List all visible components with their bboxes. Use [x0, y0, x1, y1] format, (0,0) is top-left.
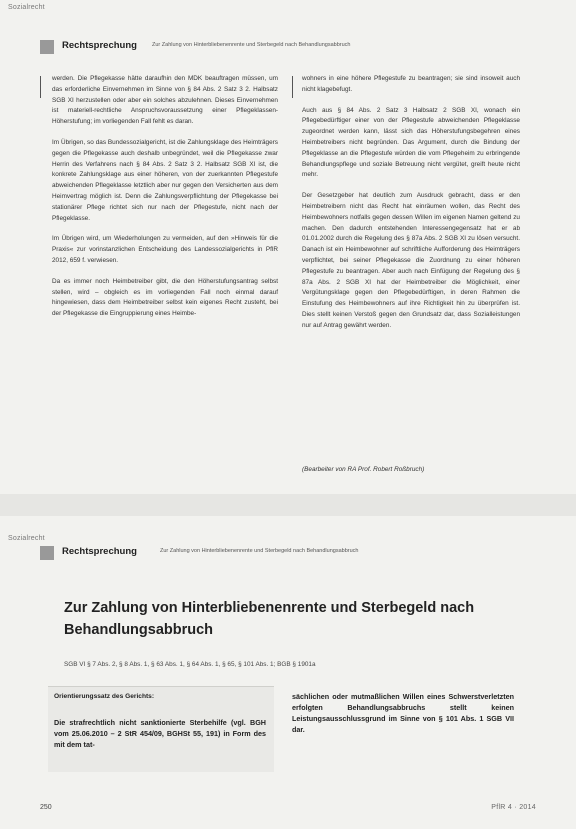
section-tag-top: Sozialrecht: [8, 4, 45, 11]
left-column: [52, 74, 278, 330]
column-rule-right: [292, 76, 293, 98]
section-tag-bottom: Sozialrecht: [8, 535, 45, 542]
header-marker: [40, 546, 54, 560]
page-separator: [0, 494, 576, 516]
attribution: (Bearbeiter von RA Prof. Robert Roßbruch): [302, 466, 425, 473]
header-title: Rechtsprechung: [62, 546, 137, 557]
guiding-principle-box: [48, 686, 274, 772]
journal-reference: PflR 4 · 2014: [491, 804, 536, 811]
right-column: [302, 74, 520, 342]
header-marker: [40, 40, 54, 54]
page-number: 250: [40, 804, 52, 811]
running-header-bottom: [40, 546, 560, 560]
paragraph: Auch aus § 84 Abs. 2 Satz 3 Halbsatz 2 SGB XI, wonach ein Pflegebedürftiger einer von der Pflegestufe abweichenden Pflegeklasse zugeordnet werden kann, lässt sich das Höherstufungsbegehren eines Heimbetreibers nicht begründen. Das Argument, durch die Bindung der Pflegeklasse an die Pflegestufe würden die vom Pflegeheim zu erbringende Behandlungspflege und soziale Betreuung nicht vergütet, greift heute nicht mehr.: [302, 106, 520, 179]
header-title: Rechtsprechung: [62, 40, 137, 51]
column-rule-left: [40, 76, 41, 98]
paragraph: Im Übrigen, so das Bundessozialgericht, ist die Zahlungsklage des Heimträgers gegen die Pflegekasse auch deshalb unbegründet, weil die Pflegekasse zwar Herrin des Verfahrens nach § 84 Abs. 2 Satz 3 2. Halbsatz SGB XI ist, die konkrete Zahlungsklage aus einer höheren, von der zuerkannten Pflegestufe abweichenden Pflegeklasse letztlich aber nur gegen den Versicherten aus dem Heimvertrag möglich ist. Denn die Zahlungsverpflichtung der Pflegekasse bei stationärer Pflege richtet sich nur nach der Pflegestufe, nicht nach der Pflegeklasse.: [52, 138, 278, 222]
paragraph: Der Gesetzgeber hat deutlich zum Ausdruck gebracht, dass er den Heimbetreibern nicht das Recht hat einräumen wollen, das Recht des Heimbewohners notfalls gegen dessen Willen im eigenen Namen geltend zu machen. Den dadurch entstehenden Interessengegensatz hat er ab 01.01.2002 durch die Regelung des § 87a Abs. 2 SGB XI zu lösen versucht. Danach ist ein Heimbewohner auf schriftliche Aufforderung des Heimträgers verpflichtet, bei seiner Pflegekasse die Zuordnung zu einer höheren Pflegestufe zu beantragen. Aber auch nach Einfügung der Regelung des § 87a Abs. 2 SGB XI hat der Heimbetreiber die Möglichkeit, einer Vergütungsklage gegen den Pflegebedürftigen, in deren Rahmen die Einstufung des Heimbewohners auf ihre Richtigkeit hin zu überprüfen ist. Dies stellt keinen Verstoß gegen den Grundsatz dar, dass Sozialleistungen nur auf Antrag gewährt werden.: [302, 192, 520, 329]
article-title: Zur Zahlung von Hinterbliebenenrente und Sterbegeld nach Behandlungsabbruch: [64, 600, 475, 638]
paragraph: werden. Die Pflegekasse hätte daraufhin den MDK beauftragen müssen, um das erforderliche Einvernehmen im Sinne von § 84 Abs. 2 Satz 3 2. Halbsatz SGB XI herzustellen oder aber ein solches abzulehnen. Dieses Einvernehmen ist materiell-rechtliche Anspruchsvoraussetzung einer Pflegeklassen-Höherstufung; im vorliegenden Fall fehlt es daran.: [52, 75, 278, 126]
guiding-principle-text: Die strafrechtlich nicht sanktionierte Sterbehilfe (vgl. BGH vom 25.06.2010 – 2 StR 454/09, BGHSt 55, 191) in Form des mit dem tat-: [54, 718, 266, 749]
running-header-top: [40, 40, 560, 54]
guiding-principle-label: Orientierungssatz des Gerichts:: [54, 693, 155, 700]
paragraph: Da es immer noch Heimbetreiber gibt, die den Höherstufungsantrag selbst stellen, wird – obgleich es im vorliegenden Fall noch einmal darauf hingewiesen, dass dem Heimbetreiber selbst kein eigenes Recht zusteht, bei der Pflegekasse die Eingruppierung eines Heimbe-: [52, 277, 278, 318]
paragraph: wohners in eine höhere Pflegestufe zu beantragen; sie sind insoweit auch nicht klagebefugt.: [302, 75, 520, 93]
guiding-principle-continuation: sächlichen oder mutmaßlichen Willen eines Schwerstverletzten erfolgten Behandlungsabbruchs stellt keinen Leistungsausschlussgrund im Sinne von § 101 Abs. 1 SGB VII dar.: [292, 692, 514, 734]
header-subtitle: Zur Zahlung von Hinterbliebenenrente und Sterbegeld nach Behandlungsabbruch: [160, 548, 359, 554]
header-subtitle: Zur Zahlung von Hinterbliebenenrente und Sterbegeld nach Behandlungsabbruch: [152, 42, 351, 48]
norm-citations: SGB VI § 7 Abs. 2, § 8 Abs. 1, § 63 Abs. 1, § 64 Abs. 1, § 65, § 101 Abs. 1; BGB § 1901a: [64, 661, 316, 668]
paragraph: Im Übrigen wird, um Wiederholungen zu vermeiden, auf den »Hinweis für die Praxis« zur vorinstanzlichen Entscheidung des Landessozialgerichts in PflR 2012, 659 f. verwiesen.: [52, 235, 278, 264]
